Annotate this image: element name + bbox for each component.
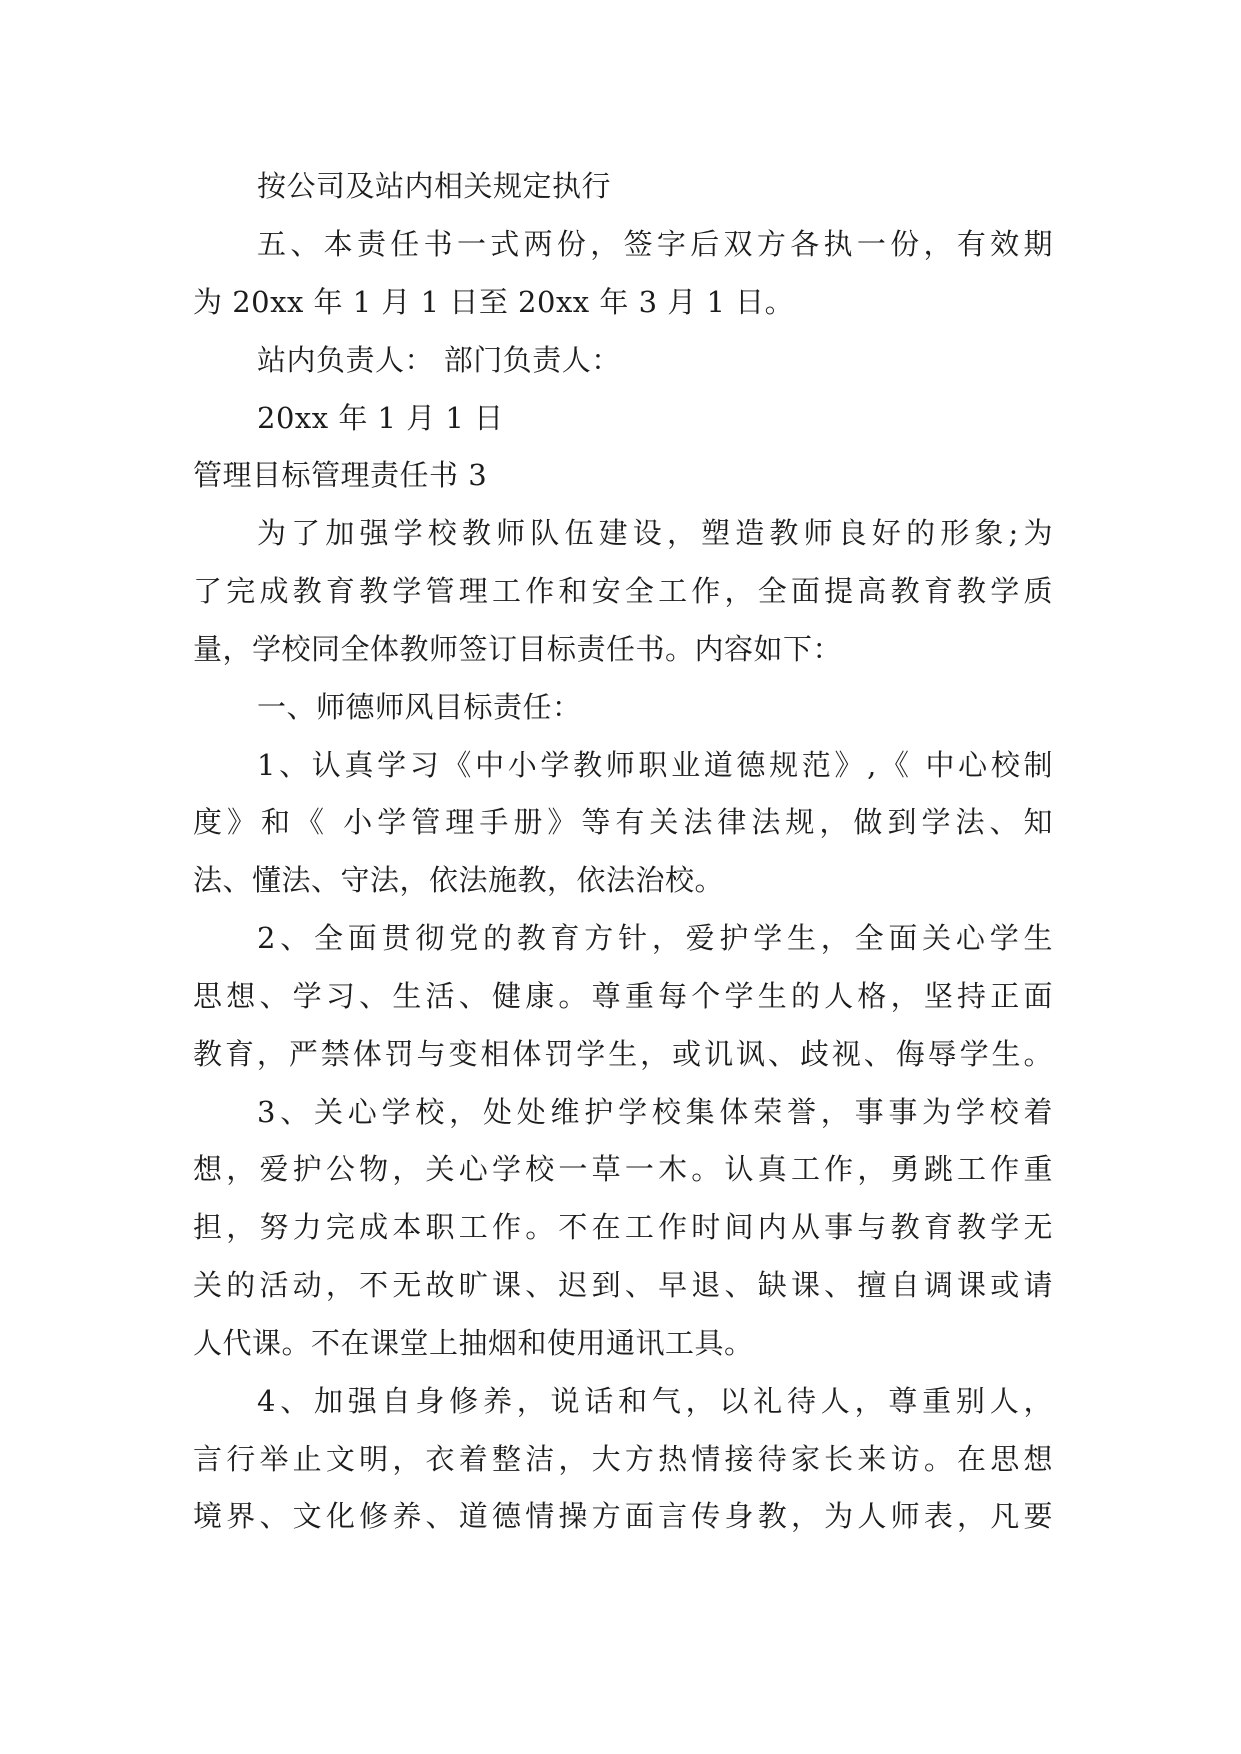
text-line: 1、认真学习《中小学教师职业道德规范》,《 中心校制 — [257, 748, 1053, 782]
text-line: 关的活动，不无故旷课、迟到、早退、缺课、擅自调课或请 — [193, 1268, 1053, 1302]
text-line: 担，努力完成本职工作。不在工作时间内从事与教育教学无 — [193, 1210, 1053, 1244]
text-line: 度》和《 小学管理手册》等有关法律法规，做到学法、知 — [193, 805, 1053, 839]
text-line: 想，爱护公物，关心学校一草一木。认真工作，勇跳工作重 — [193, 1152, 1053, 1186]
text-line: 言行举止文明，衣着整洁，大方热情接待家长来访。在思想 — [193, 1442, 1053, 1476]
date-line: 20xx 年 1 月 1 日 — [257, 401, 504, 435]
text-line: 了完成教育教学管理工作和安全工作，全面提高教育教学质 — [193, 574, 1053, 608]
text-line: 为了加强学校教师队伍建设，塑造教师良好的形象;为 — [257, 516, 1053, 550]
subsection-heading: 一、师德师风目标责任： — [257, 690, 582, 724]
text-line: 五、本责任书一式两份，签字后双方各执一份，有效期 — [257, 227, 1053, 261]
text-line: 思想、学习、生活、健康。尊重每个学生的人格，坚持正面 — [193, 979, 1053, 1013]
text-line: 教育，严禁体罚与变相体罚学生，或讥讽、歧视、侮辱学生。 — [193, 1037, 1053, 1071]
text-line: 境界、文化修养、道德情操方面言传身教，为人师表，凡要 — [193, 1499, 1053, 1533]
text-line: 量，学校同全体教师签订目标责任书。内容如下： — [193, 632, 843, 666]
section-heading: 管理目标管理责任书 3 — [193, 458, 488, 492]
text-line: 3、关心学校，处处维护学校集体荣誉，事事为学校着 — [257, 1095, 1053, 1129]
text-line: 2、全面贯彻党的教育方针，爱护学生，全面关心学生 — [257, 921, 1053, 955]
text-line: 人代课。不在课堂上抽烟和使用通讯工具。 — [193, 1326, 754, 1360]
text-line: 法、懂法、守法，依法施教，依法治校。 — [193, 863, 725, 897]
text-line: 为 20xx 年 1 月 1 日至 20xx 年 3 月 1 日。 — [193, 285, 795, 319]
signature-labels: 站内负责人： 部门负责人： — [257, 343, 621, 377]
text-line: 按公司及站内相关规定执行 — [257, 169, 612, 203]
text-line: 4、加强自身修养，说话和气，以礼待人，尊重别人， — [257, 1384, 1053, 1418]
